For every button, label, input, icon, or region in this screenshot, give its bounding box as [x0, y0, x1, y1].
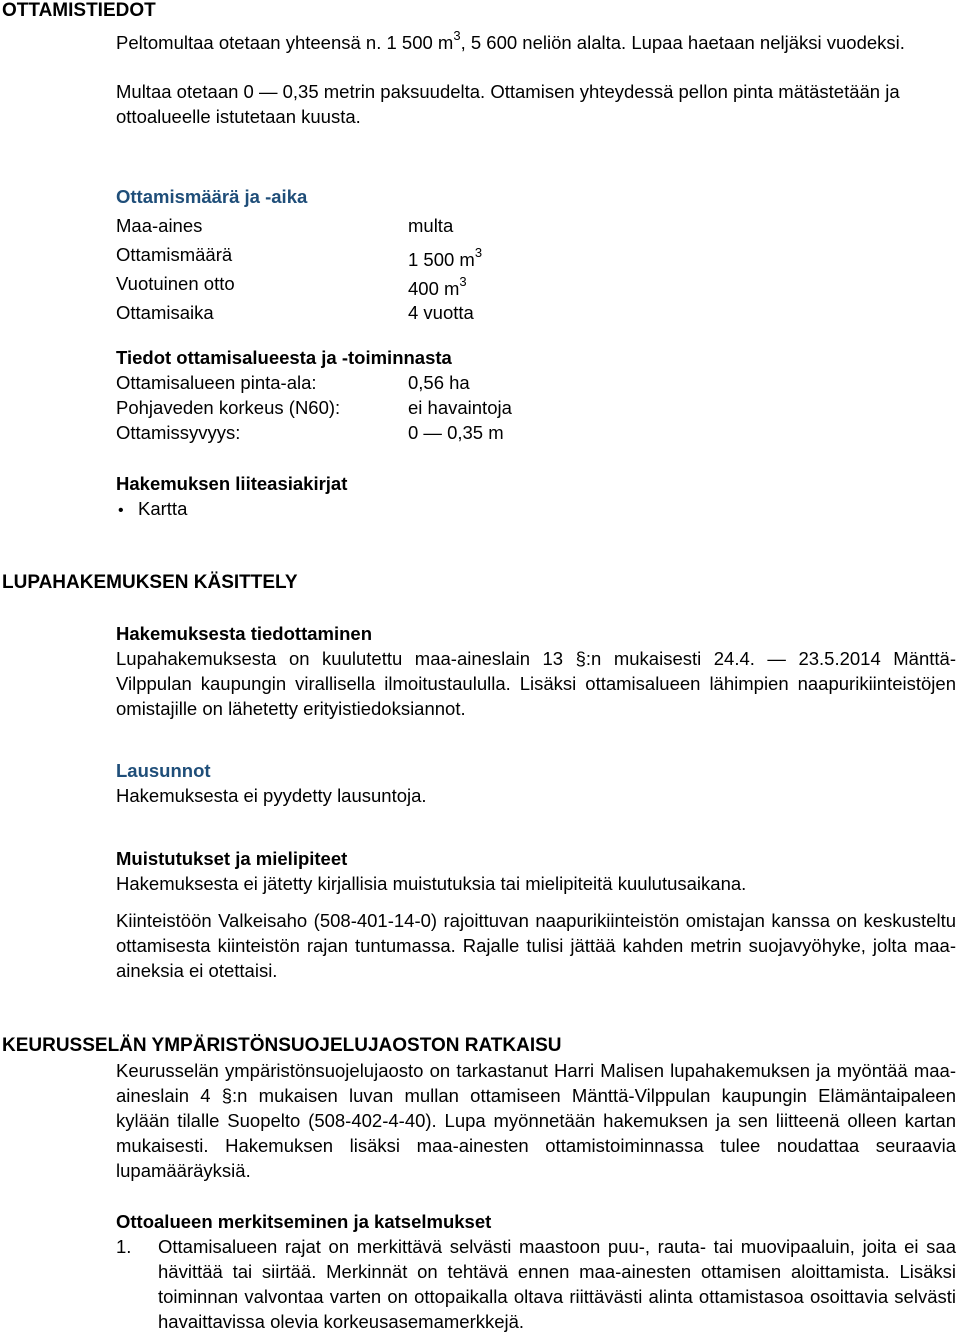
ottamistiedot-body: [116, 27, 956, 129]
amount-value: multa: [408, 215, 454, 236]
area-row: [116, 395, 956, 420]
ottamisalue-section: [116, 345, 956, 445]
ratkaisu-text: Keurusselän ympäristönsuojelujaosto on tarkastanut Harri Malisen lupahakemuksen ja myöntää maa-aineslain 4 §:n mukaisen luvan mullan ottamiseen Mänttä-Vilppulan kaupungin Elämäntaipaleen kylään tilalle Suopelto (508-402-4-40). Lupa myönnetään hakemuksen ja sen liitteenä olleen kartan mukaisesti. Hakemuksen lisäksi maa-ainesten ottamistoiminnassa tulee noudattaa seuraavia lupamääräyksiä.: [116, 1060, 956, 1181]
area-row: [116, 370, 956, 395]
amount-value: [408, 273, 467, 301]
area-value: ei havaintoja: [408, 397, 512, 418]
list-item-number: 1.: [116, 1236, 132, 1257]
lausunnot-section: [116, 758, 956, 808]
amount-value-text: 1 500 m: [408, 249, 475, 270]
liiteasiakirjat-title: Hakemuksen liiteasiakirjat: [116, 473, 348, 494]
section-heading-ottamistiedot: OTTAMISTIEDOT: [2, 0, 156, 21]
amount-value-sup: 3: [474, 244, 483, 260]
list-item: [116, 1234, 956, 1334]
area-value: 0 — 0,35 m: [408, 422, 504, 443]
merkitseminen-title: Ottoalueen merkitseminen ja katselmukset: [116, 1211, 492, 1232]
amount-value: [408, 244, 483, 272]
area-row: [116, 420, 956, 445]
tiedottaminen-title: Hakemuksesta tiedottaminen: [116, 623, 373, 644]
lausunnot-title: Lausunnot: [116, 760, 211, 781]
merkitseminen-section: [116, 1209, 956, 1334]
amount-row-vuotuinen-otto: [116, 267, 956, 299]
muistutukset-text: Hakemuksesta ei jätetty kirjallisia muistutuksia tai mielipiteitä kuulutusaikana.: [116, 873, 747, 894]
area-label: Ottamissyvyys:: [116, 422, 241, 443]
list-item: [96, 496, 956, 523]
tiedottaminen-text: Lupahakemuksesta on kuulutettu maa-aineslain 13 §:n mukaisesti 24.4. — 23.5.2014 Mänttä-Vilppulan kaupungin virallisella ilmoitustaululla. Lisäksi ottamisalueen lähimpien naapurikiinteistöjen omistajille on lähetetty erityistiedoksiannot.: [116, 648, 956, 719]
ratkaisu-section: [116, 1058, 956, 1183]
p1-sup: 3: [453, 27, 461, 43]
amount-row-maa-aines: [116, 209, 956, 238]
p1-text-a: Peltomultaa otetaan yhteensä n. 1 500 m: [116, 32, 454, 53]
section-heading-ratkaisu: KEURUSSELÄN YMPÄRISTÖNSUOJELUJAOSTON RATKAISU: [2, 1035, 562, 1056]
amount-label: Vuotuinen otto: [116, 273, 235, 294]
list-item-text: Ottamisalueen rajat on merkittävä selvästi maastoon puu-, rauta- tai muovipaaluin, joita ei saa hävittää tai siirtää. Merkinnät on tehtävä ennen maa-ainesten ottamisen aloittamista. Lisäksi toiminnan valvontaa varten on ottopaikalla oltava riittävästi alinta ottamistasoa osoittavia selvästi havaittavissa olevia korkeusasemamerkkejä.: [158, 1236, 956, 1332]
amount-value-text: 400 m: [408, 278, 460, 299]
ottamismaara-title: Ottamismäärä ja -aika: [116, 186, 308, 207]
muistutukset-section: [116, 846, 956, 983]
amount-label: Maa-aines: [116, 215, 203, 236]
kiinteisto-text: Kiinteistöön Valkeisaho (508-401-14-0) rajoittuvan naapurikiinteistön omistajan kanssa on keskusteltu ottamisesta kiinteistön rajan tuntumassa. Rajalle tulisi jättää kahden metrin suojavyöhyke, jolta maa-aineksia ei otettaisi.: [116, 910, 956, 981]
tiedottaminen-section: [116, 621, 956, 721]
bullet-icon: •: [118, 502, 124, 519]
p1-text-b: , 5 600 neliön alalta. Lupaa haetaan neljäksi vuodeksi.: [460, 32, 905, 53]
liiteasiakirjat-section: [116, 471, 956, 523]
list-item-text: Kartta: [138, 498, 188, 519]
amount-label: Ottamisaika: [116, 302, 214, 323]
ottamismaara-section: [116, 184, 956, 325]
ottamisalue-title: Tiedot ottamisalueesta ja -toiminnasta: [116, 347, 452, 368]
amount-label: Ottamismäärä: [116, 244, 233, 265]
area-value: 0,56 ha: [408, 372, 470, 393]
section-heading-kasittely: LUPAHAKEMUKSEN KÄSITTELY: [2, 572, 298, 593]
ottamistiedot-paragraph-1: [116, 27, 956, 55]
lausunnot-text: Hakemuksesta ei pyydetty lausuntoja.: [116, 785, 427, 806]
amount-value-sup: 3: [459, 273, 467, 289]
amount-row-ottamisaika: [116, 296, 956, 325]
area-label: Pohjaveden korkeus (N60):: [116, 397, 341, 418]
ottamistiedot-paragraph-2: Multaa otetaan 0 — 0,35 metrin paksuudelta. Ottamisen yhteydessä pellon pinta mätästetään ja ottoalueelle istutetaan kuusta.: [116, 81, 900, 127]
area-label: Ottamisalueen pinta-ala:: [116, 372, 317, 393]
amount-row-ottamismaara: [116, 238, 956, 270]
amount-value: 4 vuotta: [408, 302, 474, 323]
muistutukset-title: Muistutukset ja mielipiteet: [116, 848, 348, 869]
